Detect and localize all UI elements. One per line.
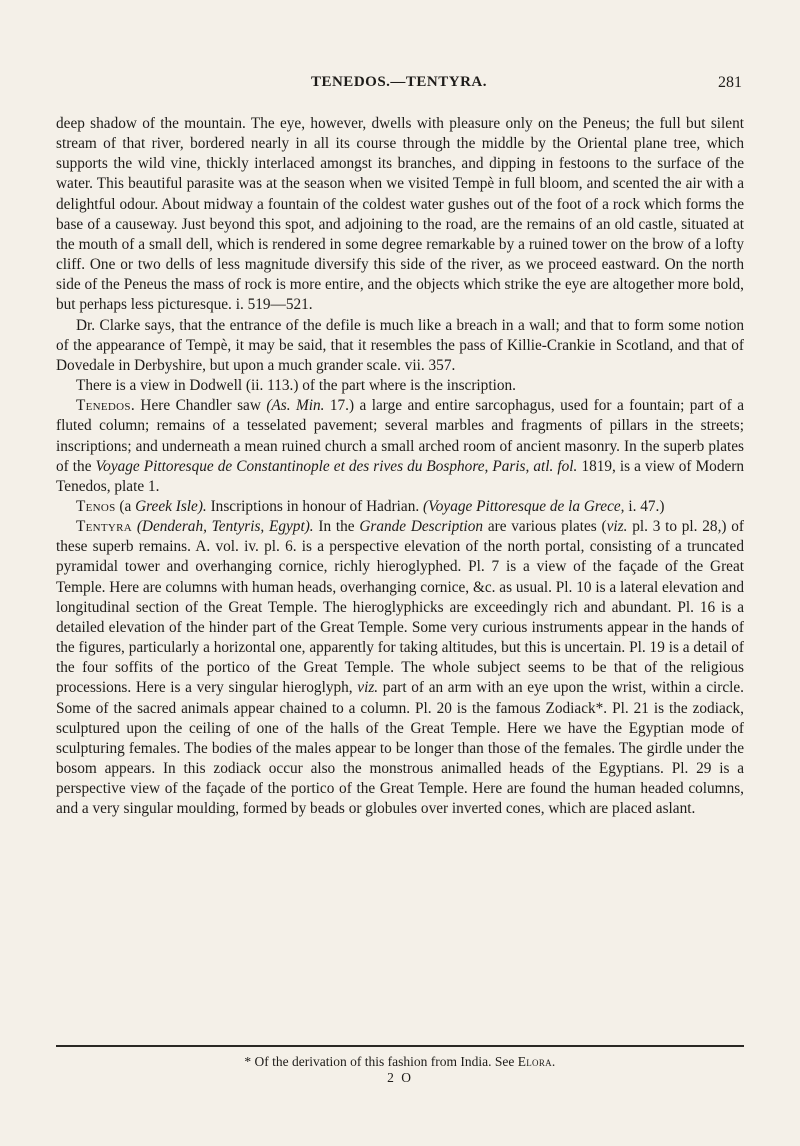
entry-book-title: Grande Description (359, 518, 484, 536)
entry-tenos (56, 497, 744, 517)
entry-heading-tenedos: Tenedos. (76, 397, 135, 415)
entry-tentyra (56, 517, 744, 819)
entry-text: Here Chandler saw (134, 397, 267, 415)
entry-subtitle: (Denderah, Tentyris, Egypt). (136, 518, 314, 536)
entry-text: i. 47.) (624, 497, 665, 515)
entry-subtitle: Greek Isle). (135, 497, 207, 515)
signature-mark: 2 O (387, 1070, 413, 1085)
footnote (56, 1053, 744, 1070)
footnote-reference: Elora. (517, 1054, 556, 1069)
entry-text: are various plates ( (483, 518, 607, 536)
footnote-divider (56, 1045, 744, 1047)
entry-book-title: (Voyage Pittoresque de la Grece, (423, 497, 625, 515)
entry-text: Inscriptions in honour of Hadrian. (206, 497, 424, 515)
entry-abbrev: viz. (357, 679, 379, 697)
entry-text: 1819, is a view of Modern Tenedos, plate 1. (56, 457, 744, 495)
entry-text: part of an arm with an eye upon the wrist, within a circle. Some of the sacred animals appear chained to a column. Pl. 20 is the famous Zodiack*. Pl. 21 is the zodiack, sculptured upon the ceiling of one of the halls of the Great Temple. Here we have the Egyptian mode of sculpturing females. The bodies of the males appear to be longer than those of the females. The girdle under the bosom appears. In this zodiack occur also the monstrous animalled heads of the Egyptians. Pl. 29 is a perspective view of the façade of the portico of the Great Temple. Here are found the human headed columns, and a very singular moulding, formed by beads or globules over inverted cones, which are placed aslant. (56, 679, 744, 818)
entry-text: In the (313, 518, 360, 536)
running-title: TENEDOS.—TENTYRA. (310, 74, 488, 90)
entry-heading-tenos: Tenos (76, 497, 116, 515)
entry-heading-tentyra: Tentyra (76, 518, 133, 536)
entry-text: 17.) a large and entire sarcophagus, used for a fountain; part of a fluted column; remains of a tesselated pavement; several marbles and fragments of pillars in the streets; inscriptions; and underneath a mean ruined church a small arched room of ancient masonry. In the superb plates of the (56, 397, 744, 475)
paragraph-tempe-description: deep shadow of the mountain. The eye, however, dwells with pleasure only on the Peneus; the full but silent stream of that river, bordered nearly in all its course through the middle by the Oriental plane tree, which supports the wild vine, thickly interlaced amongst its branches, and dipping in festoons to the surface of the water. This beautiful parasite was at the season when we visited Tempè in full bloom, and scented the air with a delightful odour. About midway a fountain of the coldest water gushes out of the foot of a rock which forms the base of a causeway. Just beyond this spot, and adjoining to the road, are the remains of an old castle, situated at the mouth of a small dell, which is rendered in some degree remarkable by a ruined tower on the brow of a lofty cliff. One or two dells of less magnitude diversify this side of the river, as we proceed eastward. On the north side of the Peneus the mass of rock is more entire, and the objects which strike the eye are altogether more bold, but perhaps less picturesque. i. 519—521. (56, 115, 744, 314)
running-head (56, 74, 742, 96)
entry-text: (a (115, 497, 136, 515)
entry-text: pl. 3 to pl. 28,) of these superb remains. A. vol. iv. pl. 6. is a perspective elevation of the north portal, consisting of a truncated pyramidal tower and overhanging cornice, richly hieroglyphed. Pl. 7 is a view of the façade of the Great Temple. Here are columns with human heads, overhanging cornice, &c. as usual. Pl. 10 is a lateral elevation and longitudinal section of the Great Temple. The hieroglyphicks are exceedingly rich and abundant. Pl. 16 is a detailed elevation of the hinder part of the Great Temple. Some very curious instruments appear in the hands of the figures, particularly a horizontal one, apparently for taking altitudes, but this is uncertain. Pl. 19 is a detail of the four soffits of the portico of the Great Temple. The whole subject seems to be that of the religious processions. Here is a very singular hieroglyph, (56, 518, 744, 697)
entry-book-title: Voyage Pittoresque de Constantinople et des rives du Bosphore, Paris, atl. fol. (95, 457, 578, 475)
paragraph-dodwell: There is a view in Dodwell (ii. 113.) of the part where is the inscription. (76, 377, 516, 395)
paragraph-clarke: Dr. Clarke says, that the entrance of the defile is much like a breach in a wall; and that to form some notion of the appearance of Tempè, it may be said, that it resembles the pass of Killie-Crankie in Scotland, and that of Dovedale in Derbyshire, but upon a much grander scale. vii. 357. (56, 316, 744, 374)
body-text (56, 114, 744, 819)
page-number: 281 (718, 74, 742, 91)
footnote-text: * Of the derivation of this fashion from India. See (244, 1054, 518, 1069)
entry-tenedos (56, 396, 744, 497)
entry-abbrev: viz. (606, 518, 628, 536)
entry-citation: (As. Min. (266, 397, 325, 415)
